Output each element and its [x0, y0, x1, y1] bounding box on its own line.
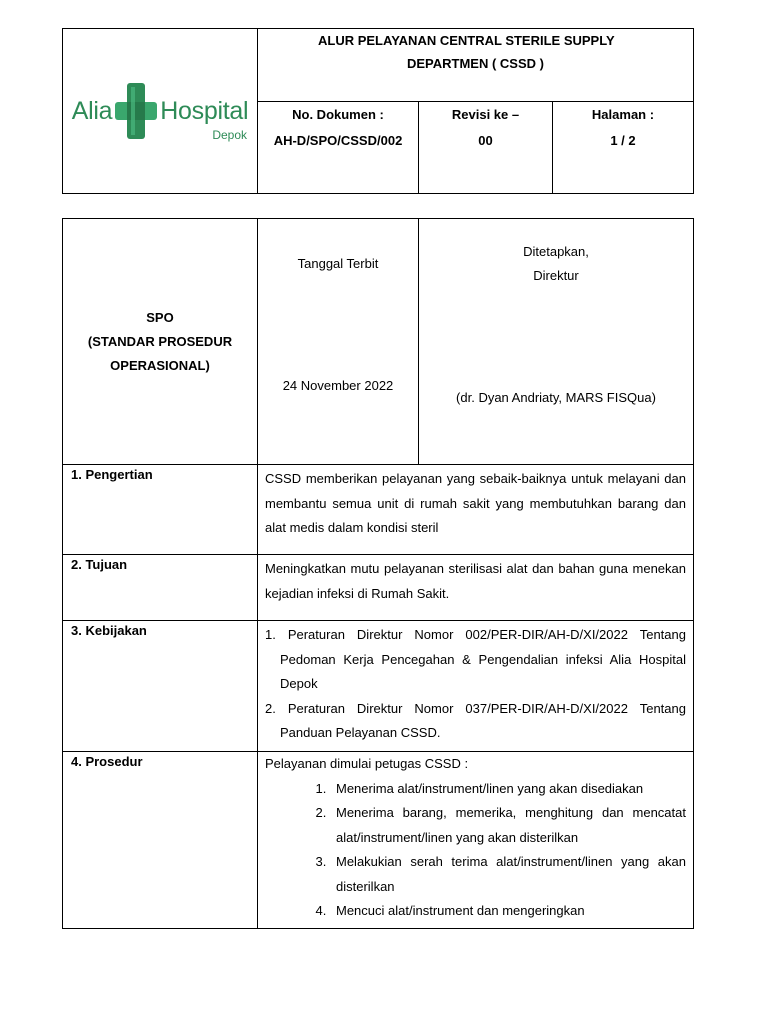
kebijakan-label: 3. Kebijakan [63, 621, 258, 752]
kebijakan-list [265, 623, 686, 746]
spo-line-2: (STANDAR PROSEDUR [87, 333, 233, 349]
title-line-1: ALUR PELAYANAN CENTRAL STERILE SUPPLY [318, 33, 615, 48]
prosedur-list [265, 777, 686, 924]
issue-date-label: Tanggal Terbit [297, 256, 379, 271]
title-line-2: DEPARTMEN ( CSSD ) [407, 56, 544, 71]
revision-value: 00 [478, 133, 493, 148]
page-label: Halaman : [591, 107, 655, 122]
prosedur-item: 4. Mencuci alat/instrument dan mengeringkan [330, 899, 686, 924]
tujuan-label: 2. Tujuan [63, 555, 258, 621]
spo-line-1: SPO [146, 309, 174, 325]
document-title [258, 29, 694, 102]
issue-date-value: 24 November 2022 [282, 378, 394, 393]
pengertian-text: CSSD memberikan pelayanan yang sebaik-baiknya untuk melayani dan membantu semua unit di rumah sakit yang membutuhkan barang dan alat medis dalam kondisi steril [258, 465, 694, 555]
prosedur-item: 3. Melakukian serah terima alat/instrument/linen yang akan disterilkan [330, 850, 686, 899]
approval-label: Ditetapkan, [523, 244, 589, 259]
signatory-name: (dr. Dyan Andriaty, MARS FISQua) [456, 390, 656, 405]
kebijakan-item: 1. Peraturan Direktur Nomor 002/PER-DIR/AH-D/XI/2022 Tentang Pedoman Kerja Pencegahan & Pengendalian infeksi Alia Hospital Depok [265, 627, 686, 691]
revision-cell [419, 102, 553, 194]
logo-word-right: Hospital [160, 96, 249, 125]
approval-cell [419, 219, 694, 465]
logo-subtitle: Depok [212, 128, 247, 142]
spo-line-3: OPERASIONAL) [110, 357, 210, 373]
prosedur-content [258, 752, 694, 929]
kebijakan-item: 2. Peraturan Direktur Nomor 037/PER-DIR/AH-D/XI/2022 Tentang Panduan Pelayanan CSSD. [265, 700, 686, 740]
page-value: 1 / 2 [610, 133, 636, 148]
tujuan-text: Meningkatkan mutu pelayanan sterilisasi alat dan bahan guna menekan kejadian infeksi di Rumah Sakit. [258, 555, 694, 621]
document-header [62, 28, 694, 194]
approval-title: Direktur [533, 268, 579, 283]
prosedur-label: 4. Prosedur [63, 752, 258, 929]
doc-number-cell [258, 102, 419, 194]
prosedur-item: 2. Menerima barang, memerika, menghitung dan mencatat alat/instrument/linen yang akan disterilkan [330, 801, 686, 850]
spo-title-cell [63, 219, 258, 465]
doc-number-value: AH-D/SPO/CSSD/002 [273, 133, 403, 148]
hospital-logo [63, 76, 257, 146]
prosedur-intro: Pelayanan dimulai petugas CSSD : [265, 756, 469, 771]
pengertian-label: 1. Pengertian [63, 465, 258, 555]
page-cell [553, 102, 694, 194]
prosedur-item: 1. Menerima alat/instrument/linen yang akan disediakan [330, 777, 686, 802]
logo-word-left: Alia [71, 96, 113, 125]
logo-cell [63, 29, 258, 194]
medical-cross-icon [114, 81, 158, 141]
spo-table [62, 218, 694, 929]
kebijakan-content [258, 621, 694, 752]
issue-date-cell [258, 219, 419, 465]
doc-number-label: No. Dokumen : [292, 107, 384, 122]
revision-label: Revisi ke – [451, 107, 520, 122]
